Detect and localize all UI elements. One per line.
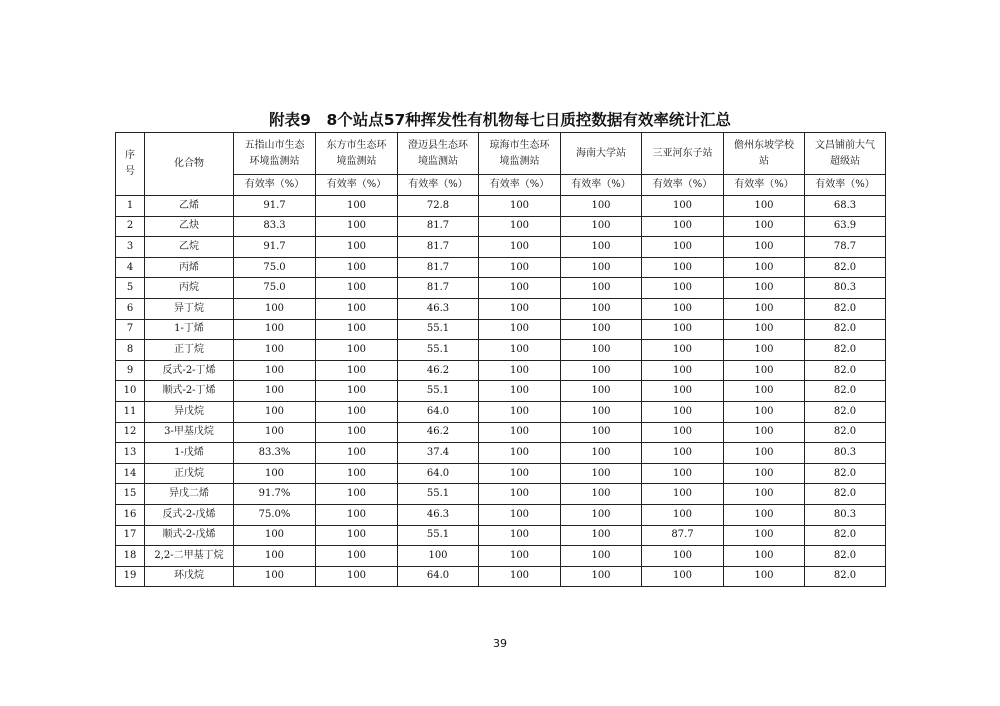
row-value: 82.0 [805, 381, 886, 402]
row-value: 100 [642, 278, 724, 299]
row-value: 100 [479, 443, 561, 464]
row-seq: 1 [116, 196, 145, 217]
row-value: 100 [642, 463, 724, 484]
row-compound: 反式-2-丁烯 [145, 360, 234, 381]
row-value: 100 [642, 257, 724, 278]
row-value: 100 [234, 463, 316, 484]
header-rate: 有效率（%） [561, 175, 642, 196]
row-value: 46.2 [398, 360, 479, 381]
row-value: 100 [561, 278, 642, 299]
row-seq: 8 [116, 340, 145, 361]
row-value: 100 [234, 340, 316, 361]
header-rate: 有效率（%） [805, 175, 886, 196]
row-compound: 3-甲基戊烷 [145, 422, 234, 443]
row-value: 100 [642, 340, 724, 361]
row-value: 100 [316, 504, 398, 525]
table-row [116, 216, 886, 237]
row-value: 55.1 [398, 525, 479, 546]
row-value: 37.4 [398, 443, 479, 464]
row-value: 100 [316, 381, 398, 402]
row-value: 100 [316, 196, 398, 217]
row-value: 83.3 [234, 216, 316, 237]
row-value: 100 [642, 216, 724, 237]
row-value: 100 [642, 422, 724, 443]
row-value: 100 [316, 422, 398, 443]
table-row [116, 196, 886, 217]
row-value: 100 [234, 525, 316, 546]
table-row [116, 566, 886, 587]
row-value: 100 [479, 422, 561, 443]
row-seq: 11 [116, 401, 145, 422]
row-value: 63.9 [805, 216, 886, 237]
table-row [116, 443, 886, 464]
row-value: 75.0 [234, 257, 316, 278]
row-compound: 1-丁烯 [145, 319, 234, 340]
table-row [116, 340, 886, 361]
table-row [116, 237, 886, 258]
row-value: 82.0 [805, 566, 886, 587]
header-station: 五指山市生态环境监测站 [234, 133, 316, 175]
row-value: 82.0 [805, 484, 886, 505]
row-value: 100 [479, 484, 561, 505]
row-seq: 19 [116, 566, 145, 587]
row-value: 80.3 [805, 443, 886, 464]
row-value: 100 [479, 381, 561, 402]
row-value: 100 [479, 401, 561, 422]
row-value: 100 [642, 566, 724, 587]
efficiency-table [115, 132, 886, 587]
row-value: 55.1 [398, 381, 479, 402]
row-value: 81.7 [398, 278, 479, 299]
row-value: 100 [479, 360, 561, 381]
row-value: 100 [642, 319, 724, 340]
row-value: 82.0 [805, 257, 886, 278]
header-station: 琼海市生态环境监测站 [479, 133, 561, 175]
row-compound: 乙烷 [145, 237, 234, 258]
row-value: 100 [724, 360, 805, 381]
row-value: 100 [479, 463, 561, 484]
row-value: 100 [561, 257, 642, 278]
row-value: 82.0 [805, 360, 886, 381]
row-value: 83.3% [234, 443, 316, 464]
row-value: 100 [561, 546, 642, 567]
row-value: 100 [561, 566, 642, 587]
row-value: 100 [561, 196, 642, 217]
row-value: 100 [724, 196, 805, 217]
row-compound: 2,2-二甲基丁烷 [145, 546, 234, 567]
row-value: 100 [561, 401, 642, 422]
row-value: 100 [316, 443, 398, 464]
table-row [116, 401, 886, 422]
row-seq: 14 [116, 463, 145, 484]
row-value: 80.3 [805, 278, 886, 299]
row-value: 100 [724, 278, 805, 299]
row-value: 100 [642, 360, 724, 381]
table-row [116, 257, 886, 278]
row-value: 46.3 [398, 298, 479, 319]
row-seq: 18 [116, 546, 145, 567]
row-compound: 丙烯 [145, 257, 234, 278]
row-seq: 9 [116, 360, 145, 381]
row-value: 100 [724, 525, 805, 546]
row-value: 100 [316, 319, 398, 340]
table-row [116, 484, 886, 505]
row-value: 100 [479, 525, 561, 546]
row-value: 100 [642, 546, 724, 567]
row-value: 100 [724, 216, 805, 237]
row-value: 100 [316, 566, 398, 587]
header-station: 三亚河东子站 [642, 133, 724, 175]
row-value: 91.7 [234, 237, 316, 258]
row-value: 81.7 [398, 257, 479, 278]
row-value: 64.0 [398, 566, 479, 587]
row-seq: 13 [116, 443, 145, 464]
row-value: 100 [234, 546, 316, 567]
row-value: 82.0 [805, 525, 886, 546]
row-value: 80.3 [805, 504, 886, 525]
row-value: 64.0 [398, 463, 479, 484]
header-station: 海南大学站 [561, 133, 642, 175]
row-value: 100 [316, 278, 398, 299]
page-number: 39 [493, 637, 507, 650]
row-value: 72.8 [398, 196, 479, 217]
row-value: 91.7% [234, 484, 316, 505]
row-value: 46.2 [398, 422, 479, 443]
row-seq: 4 [116, 257, 145, 278]
row-value: 100 [724, 298, 805, 319]
row-value: 100 [724, 237, 805, 258]
row-value: 100 [479, 298, 561, 319]
row-value: 100 [316, 525, 398, 546]
row-value: 100 [479, 319, 561, 340]
row-value: 100 [724, 401, 805, 422]
row-value: 100 [234, 381, 316, 402]
row-value: 100 [724, 257, 805, 278]
row-value: 78.7 [805, 237, 886, 258]
row-value: 100 [561, 381, 642, 402]
row-value: 100 [724, 319, 805, 340]
table-row [116, 463, 886, 484]
row-value: 46.3 [398, 504, 479, 525]
row-value: 100 [724, 443, 805, 464]
table-title: 附表9 8个站点57种挥发性有机物每七日质控数据有效率统计汇总 [269, 111, 731, 129]
row-value: 100 [724, 566, 805, 587]
row-value: 100 [561, 340, 642, 361]
row-value: 100 [479, 566, 561, 587]
row-value: 100 [561, 237, 642, 258]
row-value: 100 [479, 216, 561, 237]
table-row [116, 525, 886, 546]
row-seq: 2 [116, 216, 145, 237]
row-value: 100 [724, 463, 805, 484]
row-value: 100 [316, 257, 398, 278]
row-value: 100 [316, 546, 398, 567]
row-value: 100 [724, 381, 805, 402]
row-value: 100 [642, 381, 724, 402]
row-compound: 乙炔 [145, 216, 234, 237]
header-row [116, 133, 886, 175]
header-seq: 序号 [116, 133, 145, 196]
row-compound: 丙烷 [145, 278, 234, 299]
row-value: 100 [561, 319, 642, 340]
row-value: 100 [479, 237, 561, 258]
row-value: 100 [479, 340, 561, 361]
row-value: 91.7 [234, 196, 316, 217]
row-value: 100 [316, 237, 398, 258]
row-value: 100 [316, 463, 398, 484]
row-compound: 乙烯 [145, 196, 234, 217]
row-value: 100 [479, 278, 561, 299]
row-value: 100 [234, 360, 316, 381]
header-rate: 有效率（%） [316, 175, 398, 196]
header-compound: 化合物 [145, 133, 234, 196]
row-value: 100 [561, 504, 642, 525]
row-value: 100 [479, 257, 561, 278]
row-seq: 15 [116, 484, 145, 505]
header-station: 儋州东坡学校站 [724, 133, 805, 175]
row-value: 100 [234, 319, 316, 340]
row-compound: 异戊二烯 [145, 484, 234, 505]
row-value: 55.1 [398, 319, 479, 340]
row-value: 100 [561, 422, 642, 443]
row-compound: 1-戊烯 [145, 443, 234, 464]
row-value: 100 [316, 216, 398, 237]
row-value: 55.1 [398, 340, 479, 361]
table-row [116, 504, 886, 525]
row-value: 100 [561, 298, 642, 319]
row-value: 100 [642, 484, 724, 505]
table-row [116, 422, 886, 443]
table-row [116, 298, 886, 319]
header-rate: 有效率（%） [724, 175, 805, 196]
row-value: 55.1 [398, 484, 479, 505]
row-compound: 顺式-2-戊烯 [145, 525, 234, 546]
row-value: 100 [316, 401, 398, 422]
row-value: 100 [316, 484, 398, 505]
row-value: 100 [234, 401, 316, 422]
table-row [116, 360, 886, 381]
row-seq: 16 [116, 504, 145, 525]
row-value: 75.0 [234, 278, 316, 299]
header-station: 文昌铺前大气超级站 [805, 133, 886, 175]
header-rate: 有效率（%） [398, 175, 479, 196]
row-value: 100 [724, 484, 805, 505]
row-value: 100 [234, 298, 316, 319]
row-value: 82.0 [805, 340, 886, 361]
row-value: 100 [642, 196, 724, 217]
row-value: 100 [642, 237, 724, 258]
row-value: 87.7 [642, 525, 724, 546]
row-value: 100 [561, 443, 642, 464]
row-compound: 反式-2-戊烯 [145, 504, 234, 525]
row-value: 100 [316, 360, 398, 381]
row-value: 82.0 [805, 546, 886, 567]
row-value: 100 [561, 463, 642, 484]
row-value: 82.0 [805, 463, 886, 484]
row-value: 100 [561, 484, 642, 505]
row-value: 100 [479, 504, 561, 525]
table-row [116, 278, 886, 299]
row-seq: 6 [116, 298, 145, 319]
row-seq: 12 [116, 422, 145, 443]
row-value: 100 [316, 340, 398, 361]
row-value: 100 [724, 546, 805, 567]
row-compound: 正丁烷 [145, 340, 234, 361]
row-seq: 17 [116, 525, 145, 546]
header-station: 澄迈县生态环境监测站 [398, 133, 479, 175]
table-row [116, 381, 886, 402]
table-row [116, 546, 886, 567]
row-value: 100 [398, 546, 479, 567]
row-value: 100 [234, 566, 316, 587]
row-value: 81.7 [398, 216, 479, 237]
row-value: 82.0 [805, 422, 886, 443]
row-compound: 环戊烷 [145, 566, 234, 587]
row-seq: 5 [116, 278, 145, 299]
row-value: 100 [561, 525, 642, 546]
row-value: 100 [316, 298, 398, 319]
row-value: 100 [642, 443, 724, 464]
row-value: 82.0 [805, 401, 886, 422]
row-value: 100 [234, 422, 316, 443]
row-value: 100 [642, 504, 724, 525]
row-value: 100 [724, 504, 805, 525]
row-value: 100 [561, 360, 642, 381]
row-value: 64.0 [398, 401, 479, 422]
table-row [116, 319, 886, 340]
row-value: 81.7 [398, 237, 479, 258]
row-value: 100 [724, 340, 805, 361]
row-value: 100 [479, 196, 561, 217]
row-seq: 10 [116, 381, 145, 402]
row-value: 82.0 [805, 319, 886, 340]
header-rate: 有效率（%） [234, 175, 316, 196]
row-compound: 异丁烷 [145, 298, 234, 319]
row-value: 100 [724, 422, 805, 443]
row-seq: 7 [116, 319, 145, 340]
row-compound: 异戊烷 [145, 401, 234, 422]
row-value: 100 [479, 546, 561, 567]
row-compound: 顺式-2-丁烯 [145, 381, 234, 402]
header-rate: 有效率（%） [479, 175, 561, 196]
row-value: 75.0% [234, 504, 316, 525]
row-seq: 3 [116, 237, 145, 258]
row-compound: 正戊烷 [145, 463, 234, 484]
row-value: 100 [642, 298, 724, 319]
table-body [116, 133, 886, 587]
row-value: 100 [561, 216, 642, 237]
row-value: 82.0 [805, 298, 886, 319]
header-rate: 有效率（%） [642, 175, 724, 196]
row-value: 100 [642, 401, 724, 422]
row-value: 68.3 [805, 196, 886, 217]
header-station: 东方市生态环境监测站 [316, 133, 398, 175]
